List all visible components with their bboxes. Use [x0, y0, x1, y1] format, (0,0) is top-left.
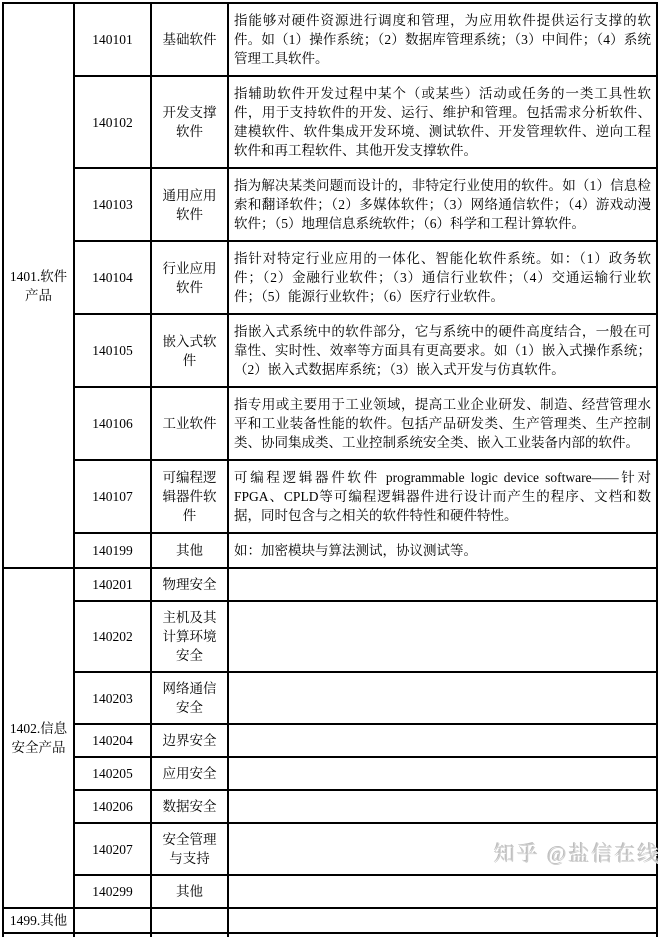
- code-cell: 140201: [74, 568, 151, 601]
- name-cell: 其他: [151, 533, 228, 568]
- name-cell: 网络通信安全: [151, 672, 228, 724]
- category-cell: 1402.信息安全产品: [3, 568, 74, 908]
- code-cell: 140102: [74, 76, 151, 168]
- name-cell: 应用安全: [151, 757, 228, 790]
- table-row: [3, 314, 657, 387]
- description-cell: 指专用或主要用于工业领域，提高工业企业研发、制造、经营管理水平和工业装备性能的软件。包括产品研发类、生产管理类、生产控制类、协同集成类、工业控制系统安全类、嵌入工业装备内部的软件。: [228, 387, 657, 460]
- table-row: [3, 387, 657, 460]
- name-cell: 安全管理与支持: [151, 823, 228, 875]
- partial-row: [3, 933, 657, 937]
- name-cell: 可编程逻辑器件软件: [151, 460, 228, 533]
- table-row: [3, 3, 657, 76]
- code-cell: 140206: [74, 790, 151, 823]
- table-row: [3, 568, 657, 601]
- description-cell: 指嵌入式系统中的软件部分，它与系统中的硬件高度结合，一般在可靠性、实时性、效率等方面具有更高要求。如（1）嵌入式操作系统；（2）嵌入式数据库系统；（3）嵌入式开发与仿真软件。: [228, 314, 657, 387]
- code-cell: [74, 908, 151, 933]
- partial-cell: [228, 933, 657, 937]
- code-cell: 140199: [74, 533, 151, 568]
- name-cell: 物理安全: [151, 568, 228, 601]
- watermark: 知乎 @盐信在线: [494, 842, 661, 866]
- name-cell: 行业应用软件: [151, 241, 228, 314]
- name-cell: 基础软件: [151, 3, 228, 76]
- description-cell: 如：加密模块与算法测试，协议测试等。: [228, 533, 657, 568]
- description-cell: [228, 757, 657, 790]
- description-cell: 指辅助软件开发过程中某个（或某些）活动或任务的一类工具性软件，用于支持软件的开发、运行、维护和管理。包括需求分析软件、建模软件、软件集成开发环境、测试软件、开发管理软件、逆向工程软件和再工程软件、其他开发支撑软件。: [228, 76, 657, 168]
- name-cell: 开发支撑软件: [151, 76, 228, 168]
- table-row: [3, 790, 657, 823]
- table-row: [3, 76, 657, 168]
- description-cell: 指针对特定行业应用的一体化、智能化软件系统。如：（1）政务软件；（2）金融行业软件；（3）通信行业软件；（4）交通运输行业软件；（5）能源行业软件；（6）医疗行业软件。: [228, 241, 657, 314]
- table-row: [3, 672, 657, 724]
- description-cell: 指能够对硬件资源进行调度和管理，为应用软件提供运行支撑的软件。如（1）操作系统；（2）数据库管理系统；（3）中间件；（4）系统管理工具软件。: [228, 3, 657, 76]
- table-row: [3, 908, 657, 933]
- code-cell: 140299: [74, 875, 151, 908]
- table-row: [3, 724, 657, 757]
- table-row: [3, 460, 657, 533]
- category-cell: 1499.其他: [3, 908, 74, 933]
- description-cell: [228, 823, 657, 875]
- name-cell: 嵌入式软件: [151, 314, 228, 387]
- description-cell: [228, 908, 657, 933]
- code-cell: 140104: [74, 241, 151, 314]
- name-cell: 数据安全: [151, 790, 228, 823]
- name-cell: 边界安全: [151, 724, 228, 757]
- code-cell: 140203: [74, 672, 151, 724]
- partial-cell: [3, 933, 74, 937]
- classification-table-body: [3, 3, 657, 937]
- description-cell: [228, 790, 657, 823]
- code-cell: 140202: [74, 601, 151, 672]
- code-cell: 140107: [74, 460, 151, 533]
- table-row: [3, 757, 657, 790]
- name-cell: 主机及其计算环境安全: [151, 601, 228, 672]
- description-cell: [228, 601, 657, 672]
- description-cell: 指为解决某类问题而设计的，非特定行业使用的软件。如（1）信息检索和翻译软件；（2）多媒体软件；（3）网络通信软件；（4）游戏动漫软件；（5）地理信息系统软件；（6）科学和工程计算软件。: [228, 168, 657, 241]
- table-row: [3, 601, 657, 672]
- classification-table: [2, 2, 658, 937]
- description-cell: 可编程逻辑器件软件 programmable logic device software——针对FPGA、CPLD等可编程逻辑器件进行设计而产生的程序、文档和数据，同时包含与之相关的软件特性和硬件特性。: [228, 460, 657, 533]
- code-cell: 140207: [74, 823, 151, 875]
- code-cell: 140105: [74, 314, 151, 387]
- partial-cell: [74, 933, 151, 937]
- table-row: [3, 533, 657, 568]
- category-cell: 1401.软件产品: [3, 3, 74, 568]
- description-cell: [228, 724, 657, 757]
- table-row: [3, 875, 657, 908]
- table-row: [3, 823, 657, 875]
- code-cell: 140101: [74, 3, 151, 76]
- description-cell: [228, 875, 657, 908]
- name-cell: [151, 908, 228, 933]
- code-cell: 140205: [74, 757, 151, 790]
- code-cell: 140103: [74, 168, 151, 241]
- partial-cell: [151, 933, 228, 937]
- description-cell: [228, 568, 657, 601]
- description-cell: [228, 672, 657, 724]
- name-cell: 其他: [151, 875, 228, 908]
- code-cell: 140106: [74, 387, 151, 460]
- code-cell: 140204: [74, 724, 151, 757]
- name-cell: 工业软件: [151, 387, 228, 460]
- table-row: [3, 241, 657, 314]
- name-cell: 通用应用软件: [151, 168, 228, 241]
- table-row: [3, 168, 657, 241]
